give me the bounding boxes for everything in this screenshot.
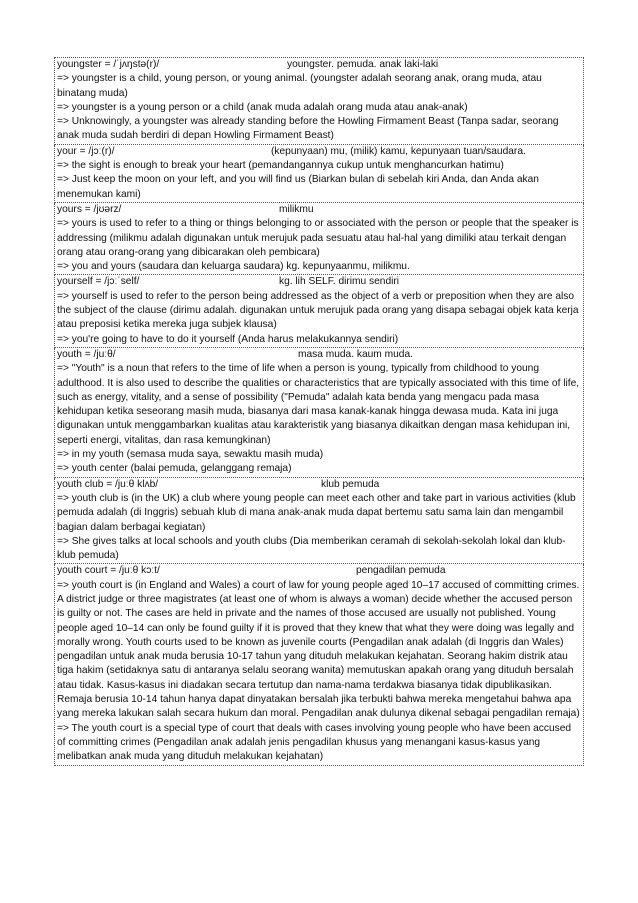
entry-yourself <box>54 275 584 347</box>
example-line: => you and yours (saudara dan keluarga saudara) kg. kepunyaanmu, milikmu. <box>57 261 410 273</box>
example-line: => Unknowingly, a youngster was already standing before the Howling Firmament Beast (Tanpa sadar, seorang anak muda sudah berdiri di depan Howling Firmament Beast) <box>57 116 559 142</box>
translation: klub pemuda <box>321 478 380 490</box>
definition-line: => youth club is (in the UK) a club where young people can meet each other and take part in various activities (klub pemuda adalah (di Inggris) sebuah klub di mana anak-anak muda dapat bertemu satu sama lain dan mengambil bagian dalam berbagai kegiatan) <box>57 492 576 533</box>
entry-header <box>57 58 581 72</box>
entry-header <box>57 145 581 159</box>
definition-line: => youngster is a young person or a child (anak muda adalah orang muda atau anak-anak) <box>57 101 468 113</box>
headword: yours = /jʊərz/ <box>57 203 122 215</box>
example-line: => youth center (balai pemuda, gelanggang remaja) <box>57 463 292 475</box>
translation: masa muda. kaum muda. <box>298 348 413 360</box>
entry-header <box>57 275 581 289</box>
definition-line: => youngster is a child, young person, or young animal. (youngster adalah seorang anak, orang muda, atau binatang muda) <box>57 73 542 99</box>
definition-line: => "Youth" is a noun that refers to the time of life when a person is young, typically from childhood to young adulthood. It is also used to describe the qualities or characteristics that are typically associated with this time of life, such as energy, vitality, and a sense of possibility ("Pemuda" adalah kata benda yang mengacu pada masa kehidupan ketika seseorang masih muda, biasanya dari masa kanak-kanak hingga dewasa muda. Kata ini juga digunakan untuk menggambarkan kualitas atau karakteristik yang biasanya dikaitkan dengan masa kehidupan ini, seperti energi, vitalitas, dan rasa kemungkinan) <box>57 363 580 446</box>
translation: kg. lih SELF. dirimu sendiri <box>279 276 400 288</box>
example-line: => you're going to have to do it yourself (Anda harus melakukannya sendiri) <box>57 333 399 345</box>
entry-youth-club <box>54 478 584 565</box>
example-line: => Just keep the moon on your left, and you will find us (Biarkan bulan di sebelah kiri Anda, dan Anda akan menemukan kami) <box>57 174 539 200</box>
entry-youth-court <box>54 564 584 765</box>
entry-header <box>57 203 581 217</box>
translation: milikmu <box>279 203 314 215</box>
headword: yourself = /jɔːˈself/ <box>57 276 140 288</box>
entry-youth <box>54 348 584 478</box>
headword: youngster = /ˈjʌŋstə(r)/ <box>57 59 160 70</box>
definition-line: => yourself is used to refer to the person being addressed as the object of a verb or preposition when they are also the subject of the clause (dirimu adalah. digunakan untuk merujuk pada orang yang disapa sebagai objek kata kerja atau preposisi ketika mereka juga subjek klausa) <box>57 290 579 331</box>
headword: your = /jɔː(r)/ <box>57 145 115 157</box>
translation: (kepunyaan) mu, (milik) kamu, kepunyaan tuan/saudara. <box>271 145 526 157</box>
entry-yours <box>54 203 584 275</box>
entry-header <box>57 564 581 578</box>
example-line: => She gives talks at local schools and youth clubs (Dia memberikan ceramah di sekolah-sekolah lokal dan klub-klub pemuda) <box>57 535 566 562</box>
headword: youth court = /juːθ kɔːt/ <box>57 565 160 577</box>
entry-header <box>57 348 581 362</box>
translation: pengadilan pemuda <box>356 565 446 577</box>
example-line: => the sight is enough to break your heart (pemandangannya cukup untuk menghancurkan hatimu) <box>57 160 504 172</box>
headword: youth = /juːθ/ <box>57 348 116 360</box>
headword: youth club = /juːθ klʌb/ <box>57 478 159 490</box>
entry-your <box>54 145 584 203</box>
definition-line: => youth court is (in England and Wales) a court of law for young people aged 10–17 accused of committing crimes. A district judge or three magistrates (at least one of whom is always a woman) decide whether the accused person is guilty or not. The cases are held in private and the names of those accused are usually not published. Young people aged 10–14 can only be found guilty if it is proved that they knew that what they were doing was legally and morally wrong. Youth courts used to be known as juvenile courts (Pengadilan anak adalah (di Inggris dan Wales) pengadilan untuk anak muda berusia 10-17 tahun yang dituduh melakukan kejahatan. Seorang hakim distrik atau tiga hakim (setidaknya satu di antaranya selalu seorang wanita) memutuskan apakah orang yang dituduh bersalah atau tidak. Kasus-kasus ini diadakan secara tertutup dan nama-nama terdakwa biasanya tidak dipublikasikan. Remaja berusia 10-14 tahun hanya dapat dinyatakan bersalah jika terbukti bahwa mereka mengetahui bahwa apa yang mereka lakukan salah secara hukum dan moral. Pengadilan anak dulunya dikenal sebagai pengadilan remaja) <box>57 579 580 720</box>
dictionary-page <box>54 57 584 766</box>
translation: youngster. pemuda. anak laki-laki <box>287 59 439 70</box>
entry-header <box>57 478 581 492</box>
entry-youngster <box>54 57 584 145</box>
definition-line: => yours is used to refer to a thing or things belonging to or associated with the person or people that the speaker is addressing (milikmu adalah digunakan untuk merujuk pada sesuatu atau hal-hal yang dimiliki atau terkait dengan orang atau orang-orang yang dibicarakan oleh pembicara) <box>57 218 579 258</box>
definition-line: => The youth court is a special type of court that deals with cases involving young people who have been accused of committing crimes (Pengadilan anak adalah jenis pengadilan khusus yang menangani kasus-kasus yang melibatkan anak muda yang dituduh melakukan kejahatan) <box>57 722 572 763</box>
example-line: => in my youth (semasa muda saya, sewaktu masih muda) <box>57 449 324 461</box>
